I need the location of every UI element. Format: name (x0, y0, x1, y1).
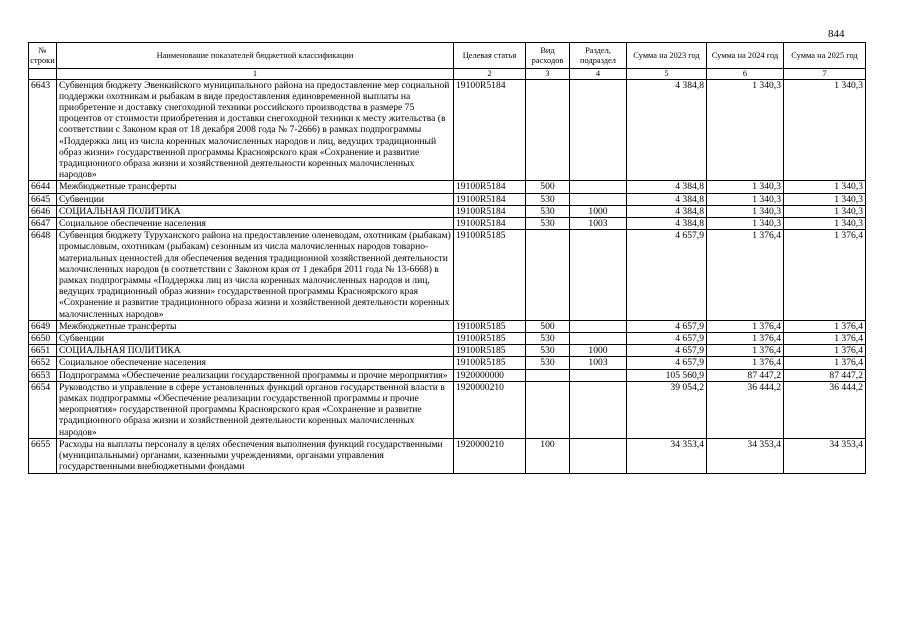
row-sum-2024: 1 376,4 (707, 333, 784, 345)
row-number: 6655 (29, 438, 57, 473)
row-section (570, 381, 627, 438)
row-expense-kind: 530 (526, 333, 570, 345)
row-expense-kind (526, 369, 570, 381)
row-target-article: 19100R5185 (454, 345, 526, 357)
row-sum-2023: 4 384,8 (627, 79, 707, 181)
column-number-blank (29, 69, 57, 80)
row-target-article: 19100R5185 (454, 357, 526, 369)
row-section (570, 79, 627, 181)
header-sum-2024: Сумма на 2024 год (707, 43, 784, 69)
header-row (29, 43, 866, 69)
table-row (29, 369, 866, 381)
row-expense-kind: 100 (526, 438, 570, 473)
budget-table (28, 42, 866, 474)
row-number: 6644 (29, 181, 57, 193)
row-section: 1000 (570, 345, 627, 357)
row-expense-kind: 530 (526, 205, 570, 217)
row-expense-kind: 530 (526, 357, 570, 369)
row-target-article: 1920000210 (454, 381, 526, 438)
row-sum-2023: 105 560,9 (627, 369, 707, 381)
row-expense-kind (526, 381, 570, 438)
row-sum-2025: 1 340,3 (784, 205, 866, 217)
row-sum-2024: 1 376,4 (707, 320, 784, 332)
row-sum-2025: 87 447,2 (784, 369, 866, 381)
row-section: 1003 (570, 218, 627, 230)
column-number: 7 (784, 69, 866, 80)
header-target-article: Целевая статья (454, 43, 526, 69)
row-name: Субвенция бюджету Туруханского района на предоставление оленеводам, охотникам (рыбакам) промысловым, охотникам (рыбакам) сезонным из числа малочисленных народов товарно-материальных ценностей для обеспечения ведения традиционной хозяйственной деятельности малочисленных народов (в соответствии с Законом края от 1 декабря 2011 года № 13-6668) в рамках подпрограммы «Поддержка лиц из числа коренных малочисленных народов и лиц, ведущих традиционный образ жизни» государственной программы Красноярского края «Сохранение и развитие традиционного образа жизни и хозяйственной деятельности коренных малочисленных народов» (57, 230, 454, 321)
table-row (29, 333, 866, 345)
row-target-article: 19100R5184 (454, 181, 526, 193)
row-name: Руководство и управление в сфере установленных функций органов государственной власти в рамках подпрограммы «Обеспечение реализации государственной программы и прочие мероприятия» государственной программы Красноярского края «Сохранение и развитие традиционного образа жизни и хозяйственной деятельности коренных малочисленных народов» (57, 381, 454, 438)
row-name: Субвенция бюджету Эвенкийского муниципального района на предоставление мер социальной поддержки охотникам и рыбакам в виде предоставления единовременной выплаты на приобретение и доставку снегоходной техники российского производства в размере 75 процентов от стоимости приобретения и доставки снегоходной техники к месту жительства (в соответствии с Законом края от 18 декабря 2008 года № 7-2666) в рамках подпрограммы «Поддержка лиц из числа коренных малочисленных народов и лиц, ведущих традиционный образ жизни» государственной программы Красноярского края «Сохранение и развитие традиционного образа жизни и хозяйственной деятельности коренных малочисленных народов» (57, 79, 454, 181)
row-section (570, 333, 627, 345)
row-target-article: 19100R5185 (454, 320, 526, 332)
row-name: Межбюджетные трансферты (57, 320, 454, 332)
row-sum-2024: 1 340,3 (707, 218, 784, 230)
row-section (570, 369, 627, 381)
column-number: 5 (627, 69, 707, 80)
row-expense-kind: 500 (526, 320, 570, 332)
row-sum-2025: 1 340,3 (784, 218, 866, 230)
row-section (570, 193, 627, 205)
row-name: Субвенции (57, 193, 454, 205)
row-sum-2025: 1 340,3 (784, 79, 866, 181)
row-sum-2023: 4 657,9 (627, 230, 707, 321)
row-name: Субвенции (57, 333, 454, 345)
row-name: Межбюджетные трансферты (57, 181, 454, 193)
table-row (29, 381, 866, 438)
row-expense-kind: 500 (526, 181, 570, 193)
header-section: Раздел, подраздел (570, 43, 627, 69)
header-name: Наименование показателей бюджетной классификации (57, 43, 454, 69)
row-sum-2024: 1 376,4 (707, 230, 784, 321)
row-sum-2024: 1 340,3 (707, 193, 784, 205)
page-number: 844 (828, 28, 845, 40)
table-row (29, 230, 866, 321)
header-expense-kind: Вид расходов (526, 43, 570, 69)
row-expense-kind (526, 230, 570, 321)
row-sum-2023: 34 353,4 (627, 438, 707, 473)
row-sum-2024: 1 340,3 (707, 79, 784, 181)
row-sum-2023: 4 657,9 (627, 333, 707, 345)
row-number: 6654 (29, 381, 57, 438)
row-name: СОЦИАЛЬНАЯ ПОЛИТИКА (57, 205, 454, 217)
table-row (29, 345, 866, 357)
row-target-article: 19100R5184 (454, 218, 526, 230)
column-number: 3 (526, 69, 570, 80)
row-number: 6651 (29, 345, 57, 357)
row-target-article: 1920000000 (454, 369, 526, 381)
row-name: СОЦИАЛЬНАЯ ПОЛИТИКА (57, 345, 454, 357)
row-number: 6650 (29, 333, 57, 345)
row-target-article: 19100R5184 (454, 79, 526, 181)
header-row-no: № строки (29, 43, 57, 69)
header-sum-2023: Сумма на 2023 год (627, 43, 707, 69)
row-sum-2023: 4 384,8 (627, 193, 707, 205)
row-expense-kind: 530 (526, 193, 570, 205)
row-sum-2023: 4 657,9 (627, 320, 707, 332)
row-sum-2025: 1 376,4 (784, 345, 866, 357)
row-number: 6647 (29, 218, 57, 230)
row-sum-2025: 34 353,4 (784, 438, 866, 473)
row-expense-kind: 530 (526, 345, 570, 357)
row-sum-2024: 1 376,4 (707, 345, 784, 357)
row-sum-2025: 36 444,2 (784, 381, 866, 438)
row-number: 6649 (29, 320, 57, 332)
row-number: 6653 (29, 369, 57, 381)
row-section: 1003 (570, 357, 627, 369)
row-sum-2024: 1 340,3 (707, 205, 784, 217)
row-section (570, 438, 627, 473)
row-number: 6645 (29, 193, 57, 205)
row-name: Социальное обеспечение населения (57, 357, 454, 369)
table-row (29, 205, 866, 217)
row-sum-2024: 1 340,3 (707, 181, 784, 193)
row-section (570, 230, 627, 321)
column-number-row (29, 69, 866, 80)
column-number: 1 (57, 69, 454, 80)
row-sum-2023: 4 657,9 (627, 357, 707, 369)
row-section (570, 320, 627, 332)
table-row (29, 438, 866, 473)
row-target-article: 19100R5184 (454, 193, 526, 205)
row-sum-2023: 4 384,8 (627, 205, 707, 217)
row-expense-kind: 530 (526, 218, 570, 230)
table-row (29, 79, 866, 181)
table-row (29, 193, 866, 205)
row-target-article: 19100R5185 (454, 230, 526, 321)
row-sum-2023: 4 657,9 (627, 345, 707, 357)
row-expense-kind (526, 79, 570, 181)
row-sum-2025: 1 340,3 (784, 193, 866, 205)
header-sum-2025: Сумма на 2025 год (784, 43, 866, 69)
table-row (29, 218, 866, 230)
row-number: 6648 (29, 230, 57, 321)
table-row (29, 181, 866, 193)
row-sum-2025: 1 376,4 (784, 333, 866, 345)
row-sum-2025: 1 376,4 (784, 230, 866, 321)
row-target-article: 19100R5184 (454, 205, 526, 217)
row-sum-2023: 39 054,2 (627, 381, 707, 438)
table-row (29, 320, 866, 332)
row-sum-2024: 36 444,2 (707, 381, 784, 438)
row-sum-2024: 34 353,4 (707, 438, 784, 473)
row-sum-2025: 1 376,4 (784, 357, 866, 369)
row-name: Социальное обеспечение населения (57, 218, 454, 230)
table-row (29, 357, 866, 369)
row-name: Расходы на выплаты персоналу в целях обеспечения выполнения функций государственными (муниципальными) органами, казенными учреждениями, органами управления государственными внебюджетными фондами (57, 438, 454, 473)
row-target-article: 1920000210 (454, 438, 526, 473)
row-name: Подпрограмма «Обеспечение реализации государственной программы и прочие мероприятия» (57, 369, 454, 381)
row-section: 1000 (570, 205, 627, 217)
row-target-article: 19100R5185 (454, 333, 526, 345)
column-number: 6 (707, 69, 784, 80)
row-number: 6643 (29, 79, 57, 181)
row-sum-2023: 4 384,8 (627, 218, 707, 230)
row-sum-2023: 4 384,8 (627, 181, 707, 193)
row-sum-2024: 87 447,2 (707, 369, 784, 381)
row-number: 6646 (29, 205, 57, 217)
row-sum-2025: 1 340,3 (784, 181, 866, 193)
row-number: 6652 (29, 357, 57, 369)
column-number: 4 (570, 69, 627, 80)
column-number: 2 (454, 69, 526, 80)
row-sum-2024: 1 376,4 (707, 357, 784, 369)
row-section (570, 181, 627, 193)
row-sum-2025: 1 376,4 (784, 320, 866, 332)
